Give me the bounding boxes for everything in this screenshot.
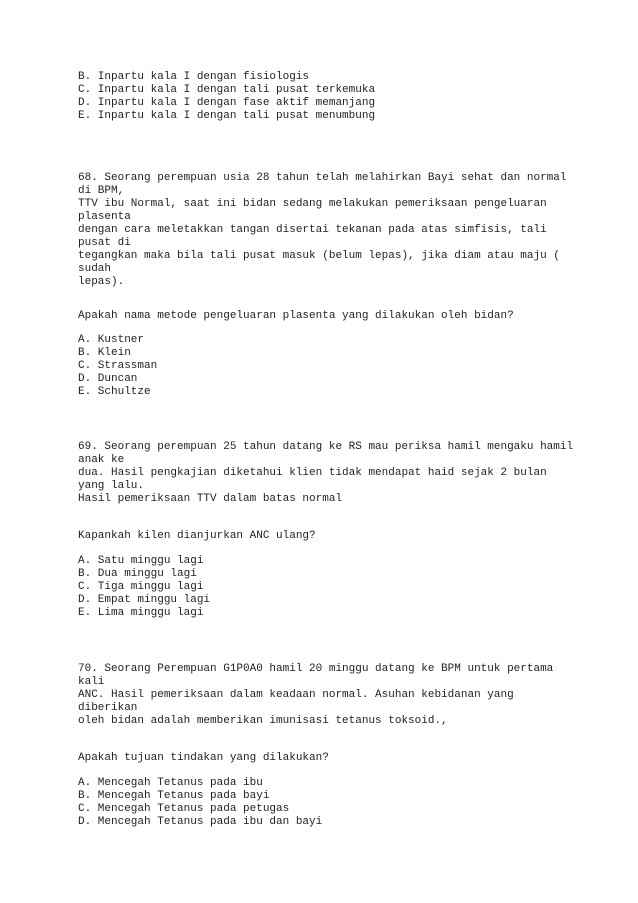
question-68-text: di BPM, bbox=[78, 185, 125, 197]
question-69-text: anak ke bbox=[78, 454, 125, 466]
answer-option-b: B. Inpartu kala I dengan fisiologis bbox=[78, 71, 310, 83]
answer-option-d: D. Inpartu kala I dengan fase aktif memanjang bbox=[78, 97, 376, 109]
answer-option-e: E. Schultze bbox=[78, 386, 151, 398]
answer-option-e: E. Lima minggu lagi bbox=[78, 607, 204, 619]
answer-option-c: C. Mencegah Tetanus pada petugas bbox=[78, 803, 290, 815]
question-68-text: tegangkan maka bila tali pusat masuk (belum lepas), jika diam atau maju ( bbox=[78, 250, 560, 262]
question-68-text: dengan cara meletakkan tangan disertai tekanan pada atas simfisis, tali bbox=[78, 224, 547, 236]
question-68-text: plasenta bbox=[78, 211, 131, 223]
question-68-prompt: Apakah nama metode pengeluaran plasenta yang dilakukan oleh bidan? bbox=[78, 310, 514, 322]
answer-option-d: D. Mencegah Tetanus pada ibu dan bayi bbox=[78, 816, 323, 828]
answer-option-e: E. Inpartu kala I dengan tali pusat menumbung bbox=[78, 110, 376, 122]
answer-option-a: A. Kustner bbox=[78, 334, 145, 346]
question-69-text: yang lalu. bbox=[78, 480, 145, 492]
question-68-text: 68. Seorang perempuan usia 28 tahun telah melahirkan Bayi sehat dan normal bbox=[78, 172, 567, 184]
question-69-prompt: Kapankah kilen dianjurkan ANC ulang? bbox=[78, 530, 316, 542]
question-68-text: lepas). bbox=[78, 276, 125, 288]
answer-option-b: B. Mencegah Tetanus pada bayi bbox=[78, 790, 270, 802]
answer-option-c: C. Tiga minggu lagi bbox=[78, 581, 204, 593]
question-70-prompt: Apakah tujuan tindakan yang dilakukan? bbox=[78, 752, 329, 764]
question-70-text: diberikan bbox=[78, 702, 138, 714]
question-70-text: ANC. Hasil pemeriksaan dalam keadaan normal. Asuhan kebidanan yang bbox=[78, 689, 514, 701]
answer-option-a: A. Mencegah Tetanus pada ibu bbox=[78, 777, 263, 789]
question-70-text: kali bbox=[78, 676, 105, 688]
question-68-text: pusat di bbox=[78, 237, 131, 249]
answer-option-a: A. Satu minggu lagi bbox=[78, 555, 204, 567]
question-70-text: 70. Seorang Perempuan G1P0A0 hamil 20 minggu datang ke BPM untuk pertama bbox=[78, 663, 554, 675]
question-69-text: Hasil pemeriksaan TTV dalam batas normal bbox=[78, 493, 343, 505]
answer-option-d: D. Empat minggu lagi bbox=[78, 594, 211, 606]
question-69-text: dua. Hasil pengkajian diketahui klien tidak mendapat haid sejak 2 bulan bbox=[78, 467, 547, 479]
answer-option-d: D. Duncan bbox=[78, 373, 138, 385]
answer-option-c: C. Strassman bbox=[78, 360, 158, 372]
question-68-text: sudah bbox=[78, 263, 112, 275]
question-69-text: 69. Seorang perempuan 25 tahun datang ke RS mau periksa hamil mengaku hamil bbox=[78, 441, 574, 453]
answer-option-b: B. Dua minggu lagi bbox=[78, 568, 197, 580]
answer-option-c: C. Inpartu kala I dengan tali pusat terkemuka bbox=[78, 84, 376, 96]
question-68-text: TTV ibu Normal, saat ini bidan sedang melakukan pemeriksaan pengeluaran bbox=[78, 198, 547, 210]
answer-option-b: B. Klein bbox=[78, 347, 131, 359]
question-70-text: oleh bidan adalah memberikan imunisasi tetanus toksoid., bbox=[78, 715, 448, 727]
